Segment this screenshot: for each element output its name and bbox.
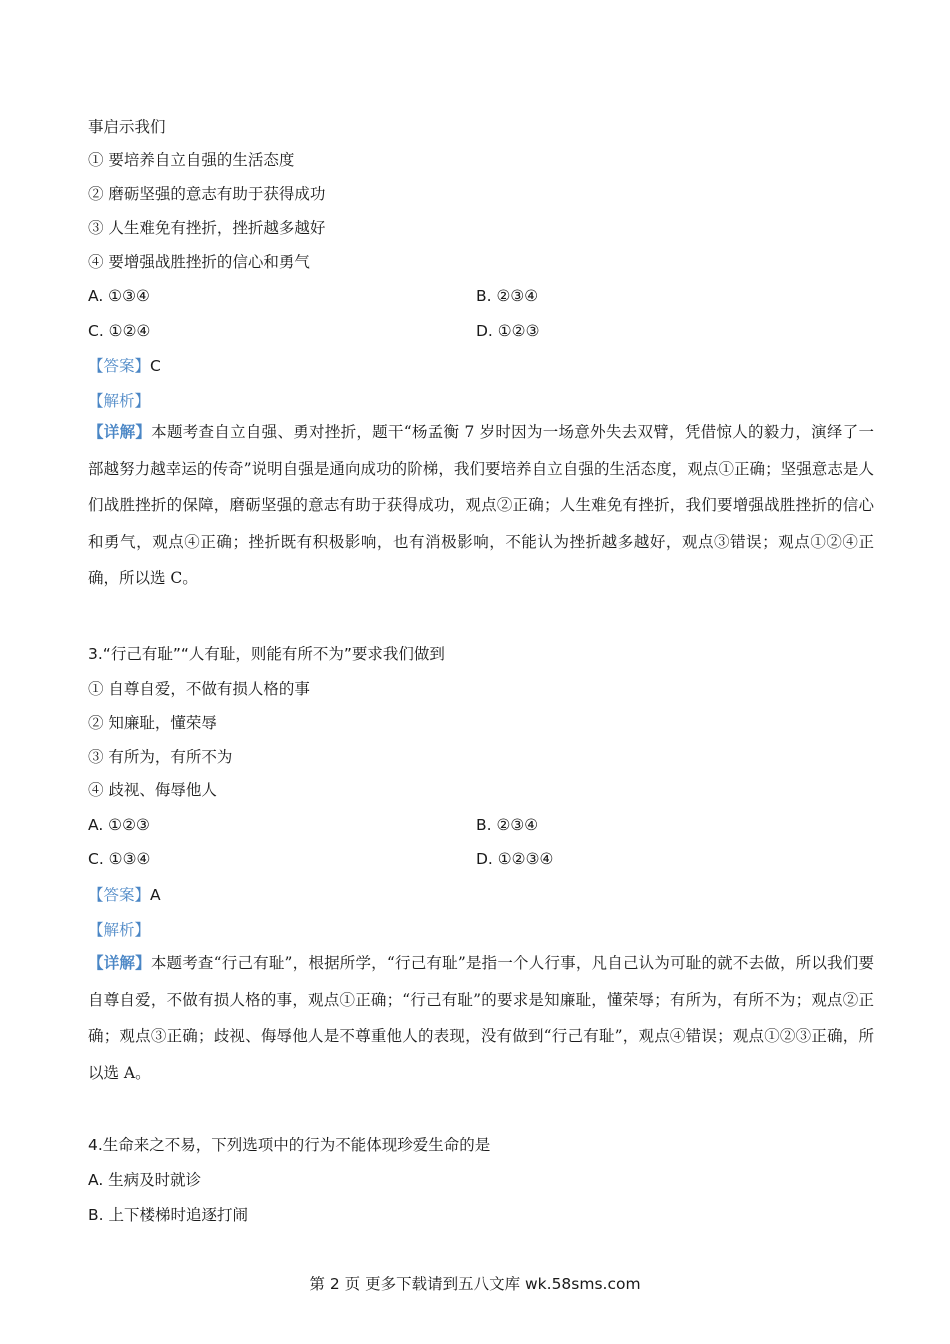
q3-option-c: C. ①③④ (88, 850, 151, 868)
q3-item-3: ③ 有所为，有所不为 (88, 748, 233, 766)
q3-option-d: D. ①②③④ (476, 850, 554, 868)
q3-option-b: B. ②③④ (476, 816, 539, 834)
q2-item-1: ① 要培养自立自强的生活态度 (88, 151, 295, 169)
q3-stem: 3.“行己有耻”“人有耻，则能有所不为”要求我们做到 (88, 645, 445, 663)
q3-analysis-tag: 【解析】 (88, 921, 151, 939)
q2-option-c: C. ①②④ (88, 322, 151, 340)
q2-option-d: D. ①②③ (476, 322, 540, 340)
q2-stem-tail: 事启示我们 (88, 118, 166, 136)
q2-item-4: ④ 要增强战胜挫折的信心和勇气 (88, 253, 310, 271)
page-footer: 第 2 页 更多下载请到五八文库 wk.58sms.com (309, 1275, 641, 1293)
q2-detail-tag: 【详解】 (88, 423, 152, 441)
q2-item-2: ② 磨砺坚强的意志有助于获得成功 (88, 185, 326, 203)
q3-option-a: A. ①②③ (88, 816, 150, 834)
q3-item-2: ② 知廉耻，懂荣辱 (88, 714, 217, 732)
q2-option-a: A. ①③④ (88, 287, 150, 305)
q3-detail (88, 945, 874, 1091)
q4-option-a: A. 生病及时就诊 (88, 1171, 202, 1189)
q3-detail-tag: 【详解】 (88, 954, 151, 972)
q2-answer-tag: 【答案】 (88, 357, 151, 375)
q2-detail-text: 本题考查自立自强、勇对挫折，题干“杨孟衡 7 岁时因为一场意外失去双臂，凭借惊人的毅力，演绎了一部越努力越幸运的传奇”说明自强是通向成功的阶梯，我们要培养自立自强的生活态度，观点①正确；坚强意志是人们战胜挫折的保障，磨砺坚强的意志有助于获得成功，观点②正确；人生难免有挫折，我们要增强战胜挫折的信心和勇气，观点④正确；挫折既有积极影响，也有消极影响，不能认为挫折越多越好，观点③错误；观点①②④正确，所以选 C。 (88, 423, 874, 587)
q2-item-3: ③ 人生难免有挫折，挫折越多越好 (88, 219, 326, 237)
q3-answer (88, 884, 161, 906)
q3-item-1: ① 自尊自爱，不做有损人格的事 (88, 680, 310, 698)
q2-option-b: B. ②③④ (476, 287, 539, 305)
q2-analysis-tag: 【解析】 (88, 392, 151, 410)
q3-answer-tag: 【答案】 (88, 886, 151, 904)
q2-answer-value: C (150, 357, 161, 375)
q4-option-b: B. 上下楼梯时追逐打闹 (88, 1206, 248, 1224)
q3-item-4: ④ 歧视、侮辱他人 (88, 781, 217, 799)
q2-answer (88, 355, 161, 377)
q3-detail-text: 本题考查“行己有耻”，根据所学，“行己有耻”是指一个人行事，凡自己认为可耻的就不去做，所以我们要自尊自爱，不做有损人格的事，观点①正确；“行己有耻”的要求是知廉耻，懂荣辱；有所为，有所不为；观点②正确；观点③正确；歧视、侮辱他人是不尊重他人的表现，没有做到“行己有耻”，观点④错误；观点①②③正确，所以选 A。 (88, 954, 874, 1082)
q4-stem: 4.生命来之不易，下列选项中的行为不能体现珍爱生命的是 (88, 1136, 491, 1154)
q3-answer-value: A (150, 886, 161, 904)
q2-detail (88, 414, 874, 597)
